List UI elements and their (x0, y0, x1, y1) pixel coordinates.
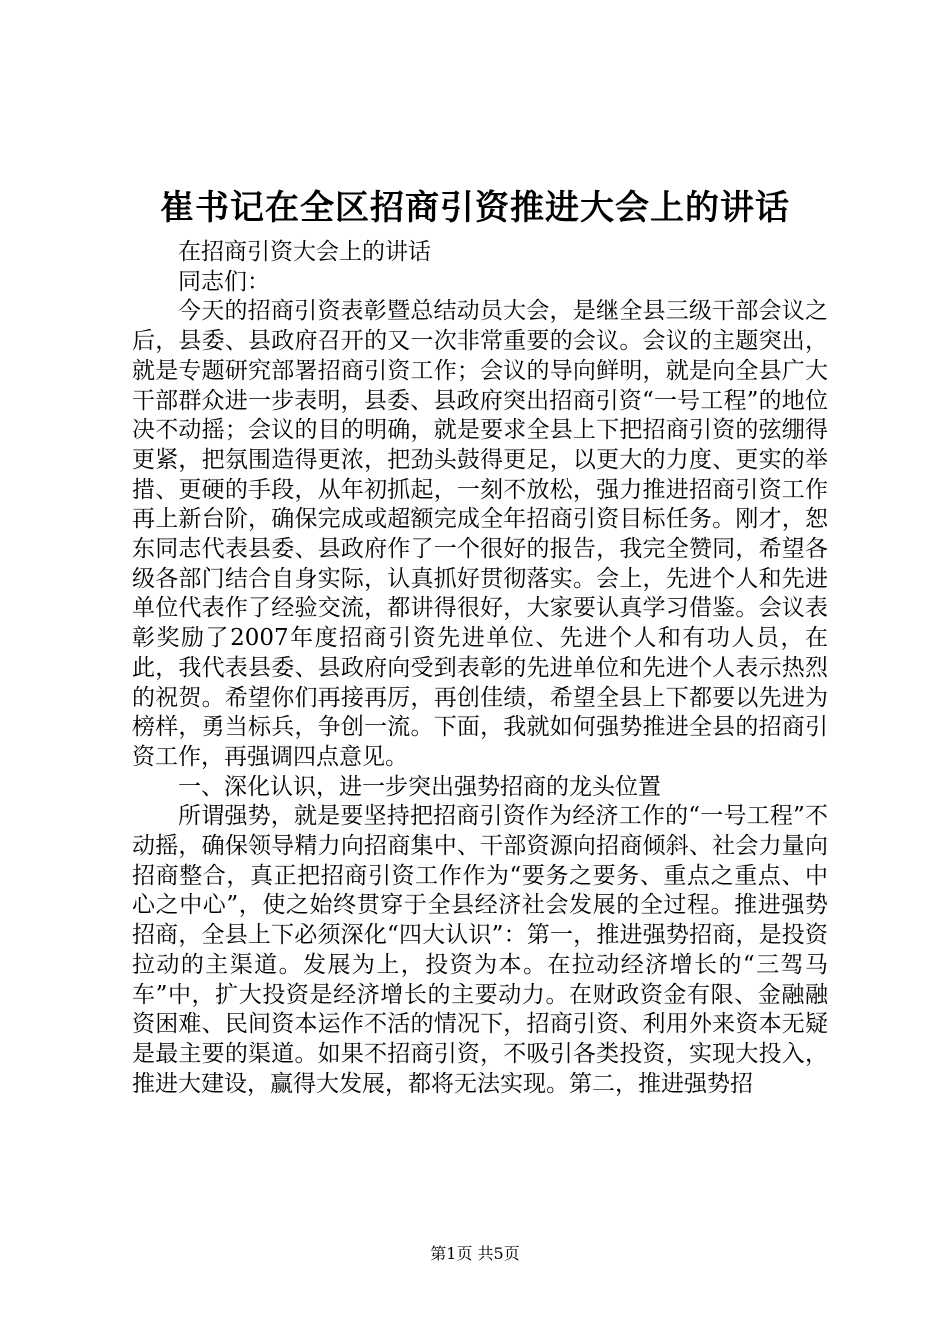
page-number: 第1页 共5页 (430, 1244, 520, 1263)
document-title: 崔书记在全区招商引资推进大会上的讲话 (160, 188, 790, 228)
document-body (132, 238, 828, 1099)
body-paragraph: 所谓强势，就是要坚持把招商引资作为经济工作的“一号工程”不动摇，确保领导精力向招商集中、干部资源向招商倾斜、社会力量向招商整合，真正把招商引资工作作为“要务之要务、重点之重点、中心之中心”，使之始终贯穿于全县经济社会发展的全过程。推进强势招商，全县上下必须深化“四大认识”：第一，推进强势招商，是投资拉动的主渠道。发展为上，投资为本。在拉动经济增长的“三驾马车”中，扩大投资是经济增长的主要动力。在财政资金有限、金融融资困难、民间资本运作不活的情况下，招商引资、利用外来资本无疑是最主要的渠道。如果不招商引资，不吸引各类投资，实现大投入，推进大建设，赢得大发展，都将无法实现。第二，推进强势招 (132, 803, 828, 1097)
subtitle-paragraph: 在招商引资大会上的讲话 (178, 239, 431, 265)
section-heading: 一、深化认识，进一步突出强势招商的龙头位置 (178, 773, 661, 800)
salutation-paragraph: 同志们： (178, 268, 270, 295)
body-paragraph: 今天的招商引资表彰暨总结动员大会，是继全县三级干部会议之后，县委、县政府召开的又一次非常重要的会议。会议的主题突出，就是专题研究部署招商引资工作；会议的导向鲜明，就是向全县广大干部群众进一步表明，县委、县政府突出招商引资“一号工程”的地位决不动摇；会议的目的明确，就是要求全县上下把招商引资的弦绷得更紧，把氛围造得更浓，把劲头鼓得更足，以更大的力度、更实的举措、更硬的手段，从年初抓起，一刻不放松，强力推进招商引资工作再上新台阶，确保完成或超额完成全年招商引资目标任务。刚才，恕东同志代表县委、县政府作了一个很好的报告，我完全赞同，希望各级各部门结合自身实际，认真抓好贯彻落实。会上，先进个人和先进单位代表作了经验交流，都讲得很好，大家要认真学习借鉴。会议表彰奖励了2007年度招商引资先进单位、先进个人和有功人员，在此，我代表县委、县政府向受到表彰的先进单位和先进个人表示热烈的祝贺。希望你们再接再厉，再创佳绩，希望全县上下都要以先进为榜样，勇当标兵，争创一流。下面，我就如何强势推进全县的招商引资工作，再强调四点意见。 (132, 298, 828, 770)
